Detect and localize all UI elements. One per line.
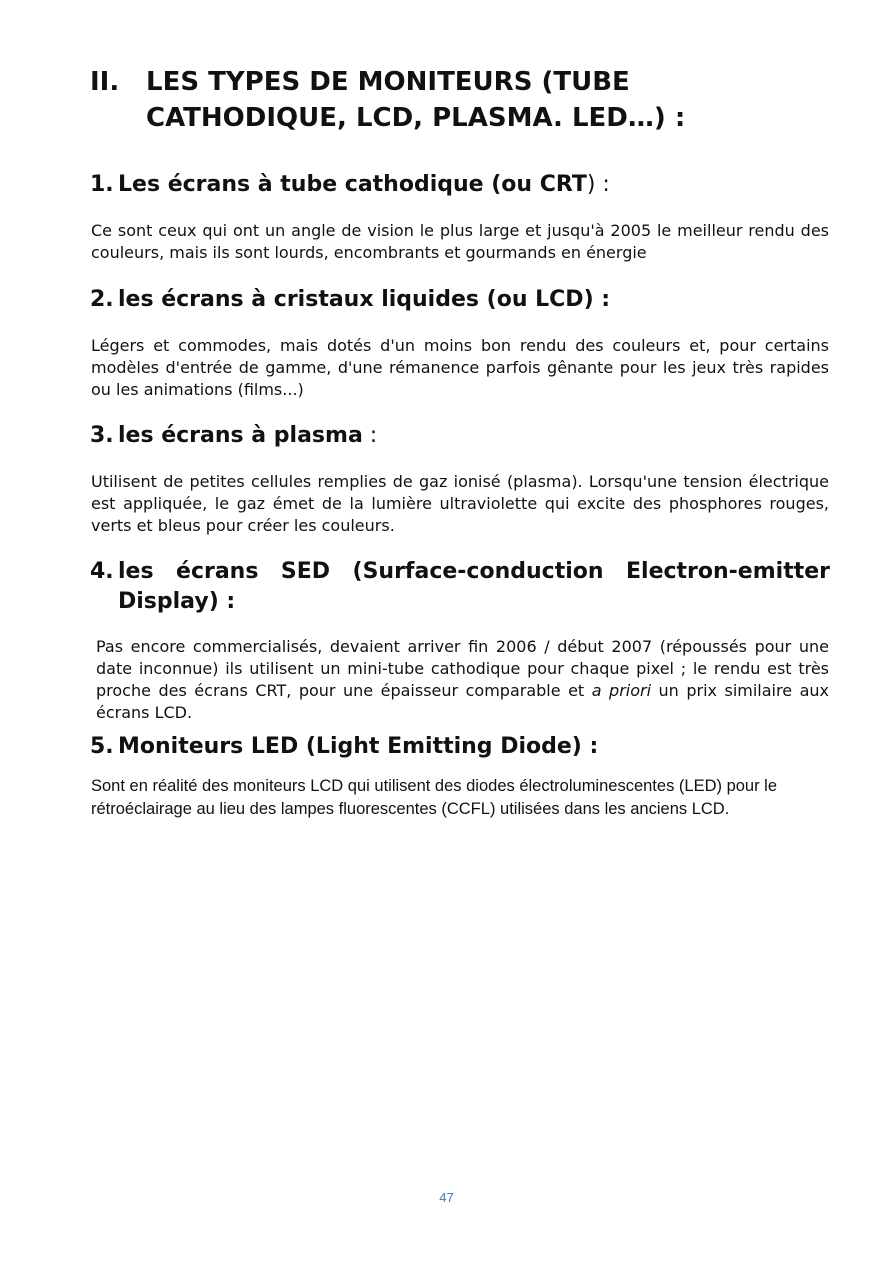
section-heading-plasma xyxy=(90,421,830,451)
body-italic-text: a priori xyxy=(591,681,652,700)
page-number: 47 xyxy=(439,1190,454,1205)
chapter-title xyxy=(90,64,830,136)
section-body-led: Sont en réalité des moniteurs LCD qui utilisent des diodes électroluminescentes (LED) pour le rétroéclairage au lieu des lampes fluorescentes (CCFL) utilisées dans les anciens LCD. xyxy=(91,777,778,818)
section-body-plasma: Utilisent de petites cellules remplies de gaz ionisé (plasma). Lorsqu'une tension électrique est appliquée, le gaz émet de la lumière ultraviolette qui excite des phosphores rouges, verts et bleus pour créer les couleurs. xyxy=(91,472,829,535)
section-heading-text: les écrans à plasma xyxy=(118,423,363,448)
section-number: 3. xyxy=(90,423,114,448)
chapter-number: II. xyxy=(90,67,120,97)
section-heading-line-2: Display) : xyxy=(118,589,236,614)
section-heading-sed xyxy=(90,557,830,617)
body-text: Pas encore commercialisés, devaient arriver fin 2006 / début 2007 (répoussés pour une date inconnue) ils utilisent un mini-tube cathodique pour chaque pixel ; le rendu est très proche des écrans CRT, pour une épaisseur comparable et xyxy=(96,637,829,700)
section-heading-text: les écrans à cristaux liquides (ou LCD) : xyxy=(118,287,611,312)
body-text-end: un prix similaire aux écrans LCD. xyxy=(96,681,829,722)
section-body-lcd: Légers et commodes, mais dotés d'un moins bon rendu des couleurs et, pour certains modèles d'entrée de gamme, d'une rémanence parfois gênante pour les jeux très rapides ou les animations (films...) xyxy=(91,336,829,399)
section-heading-lcd xyxy=(90,285,830,315)
section-heading-text: Moniteurs LED (Light Emitting Diode) : xyxy=(118,734,599,759)
chapter-title-text: LES TYPES DE MONITEURS (TUBE CATHODIQUE, LCD, PLASMA. LED…) : xyxy=(146,67,686,133)
section-number: 5. xyxy=(90,734,114,759)
section-body-crt: Ce sont ceux qui ont un angle de vision le plus large et jusqu'à 2005 le meilleur rendu des couleurs, mais ils sont lourds, encombrants et gourmands en énergie xyxy=(91,221,829,262)
section-heading-led xyxy=(90,732,830,762)
section-number: 2. xyxy=(90,287,114,312)
section-heading-suffix: ) : xyxy=(586,172,610,197)
section-heading-line-1: les écrans SED (Surface-conduction Electron-emitter xyxy=(118,559,830,584)
section-number: 4. xyxy=(90,559,114,584)
section-heading-crt xyxy=(90,170,830,200)
section-body-sed xyxy=(96,636,829,724)
section-number: 1. xyxy=(90,172,114,197)
section-heading-text: Les écrans à tube cathodique (ou CRT xyxy=(118,172,587,197)
section-heading-suffix: : xyxy=(362,423,378,448)
